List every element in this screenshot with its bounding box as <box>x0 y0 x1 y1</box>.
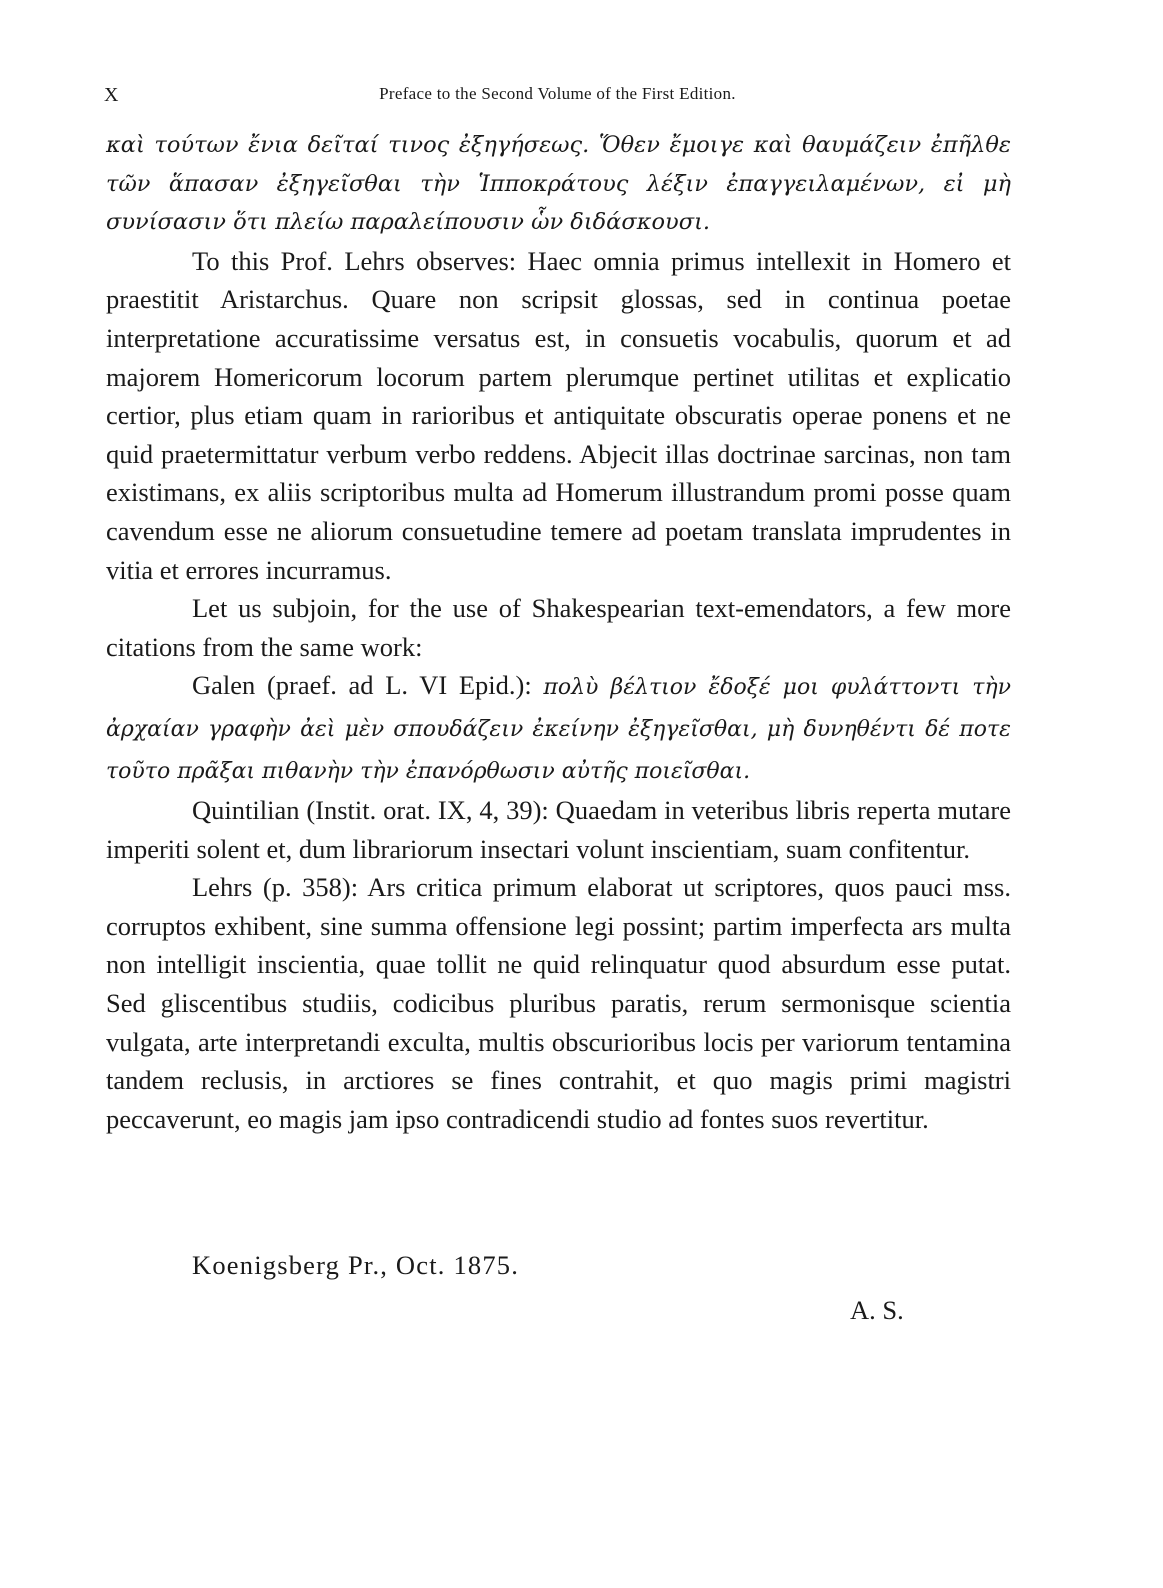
page-number: X <box>104 84 119 106</box>
running-title: Preface to the Second Volume of the First Edition. <box>379 84 736 103</box>
greek-quotation-paragraph: καὶ τούτων ἔνια δεῖταί τινος ἐξηγήσεως. Ὅθεν ἔμοιγε καὶ θαυμάζειν ἐπῆλθε τῶν ἅπασαν ἐξηγεῖσθαι τὴν Ἱπποκράτους λέξιν ἐπαγγειλαμένων, εἰ μὴ συνίσασιν ὅτι πλείω παραλείπουσιν ὧν διδάσκουσι. <box>106 132 1011 236</box>
signature-initials: A. S. <box>850 1295 904 1325</box>
galen-greek-quotation: πολὺ βέλτιον ἔδοξέ μοι φυλάττοντι τὴν ἀρχαίαν γραφὴν ἀεὶ μὲν σπουδάζειν ἐκείνην ἐξηγεῖσθαι, μὴ δυνηθέντι δέ ποτε τοῦτο πρᾶξαι πιθανὴν τὴν ἐπανόρθωσιν αὐτῆς ποιεῖσθαι. <box>106 675 1011 784</box>
lehrs-second-paragraph: Lehrs (p. 358): Ars critica primum elaborat ut scriptores, quos pauci mss. corruptos exhibent, sine summa offensione legi possint; partim imperfecta ars multa non intelligit inscientia, quae tollit ne quid relinquatur quod absurdum esse putat. Sed gliscentibus studiis, codicibus pluribus paratis, rerum sermonisque scientia vulgata, arte interpretandi exculta, multis obscurioribus locis per variorum tentamina tandem reclusis, in arctiores se fines contrahit, et quo magis primi magistri peccaverunt, eo magis jam ipso contradicendi studio ad fontes suos revertitur. <box>106 872 1011 1134</box>
citations-intro-paragraph: Let us subjoin, for the use of Shakespearian text-emendators, a few more citations from the same work: <box>106 593 1011 662</box>
galen-citation-lead: Galen (praef. ad L. VI Epid.): <box>192 670 532 701</box>
dateline: Koenigsberg Pr., Oct. 1875. <box>192 1250 520 1280</box>
lehrs-paragraph: To this Prof. Lehrs observes: Haec omnia primus intellexit in Homero et praestitit Aristarchus. Quare non scripsit glossas, sed in continua poetae interpretatione accuratissime versatus est, in consuetis vocabulis, quorum et ad majorem Homericorum locorum partem plerumque pertinet utilitas et explicatio certior, plus etiam quam in rarioribus et antiquitate obscuratis operae ponens et ne quid praetermittatur verbum verbo reddens. Abjecit illas doctrinae sarcinas, non tam existimans, ex aliis scriptoribus multa ad Homerum illustrandum promi posse quam cavendum esse ne aliorum consuetudine temere ad poetam translata imprudentes in vitia et errores incurramus. <box>106 245 1011 585</box>
running-head <box>104 84 1011 108</box>
quintilian-paragraph: Quintilian (Instit. orat. IX, 4, 39): Quaedam in veteribus libris reperta mutare imperiti solent et, dum librariorum insectari volunt inscientiam, suam confitentur. <box>106 795 1011 864</box>
galen-paragraph <box>106 666 1011 791</box>
body-text <box>106 126 1011 1138</box>
